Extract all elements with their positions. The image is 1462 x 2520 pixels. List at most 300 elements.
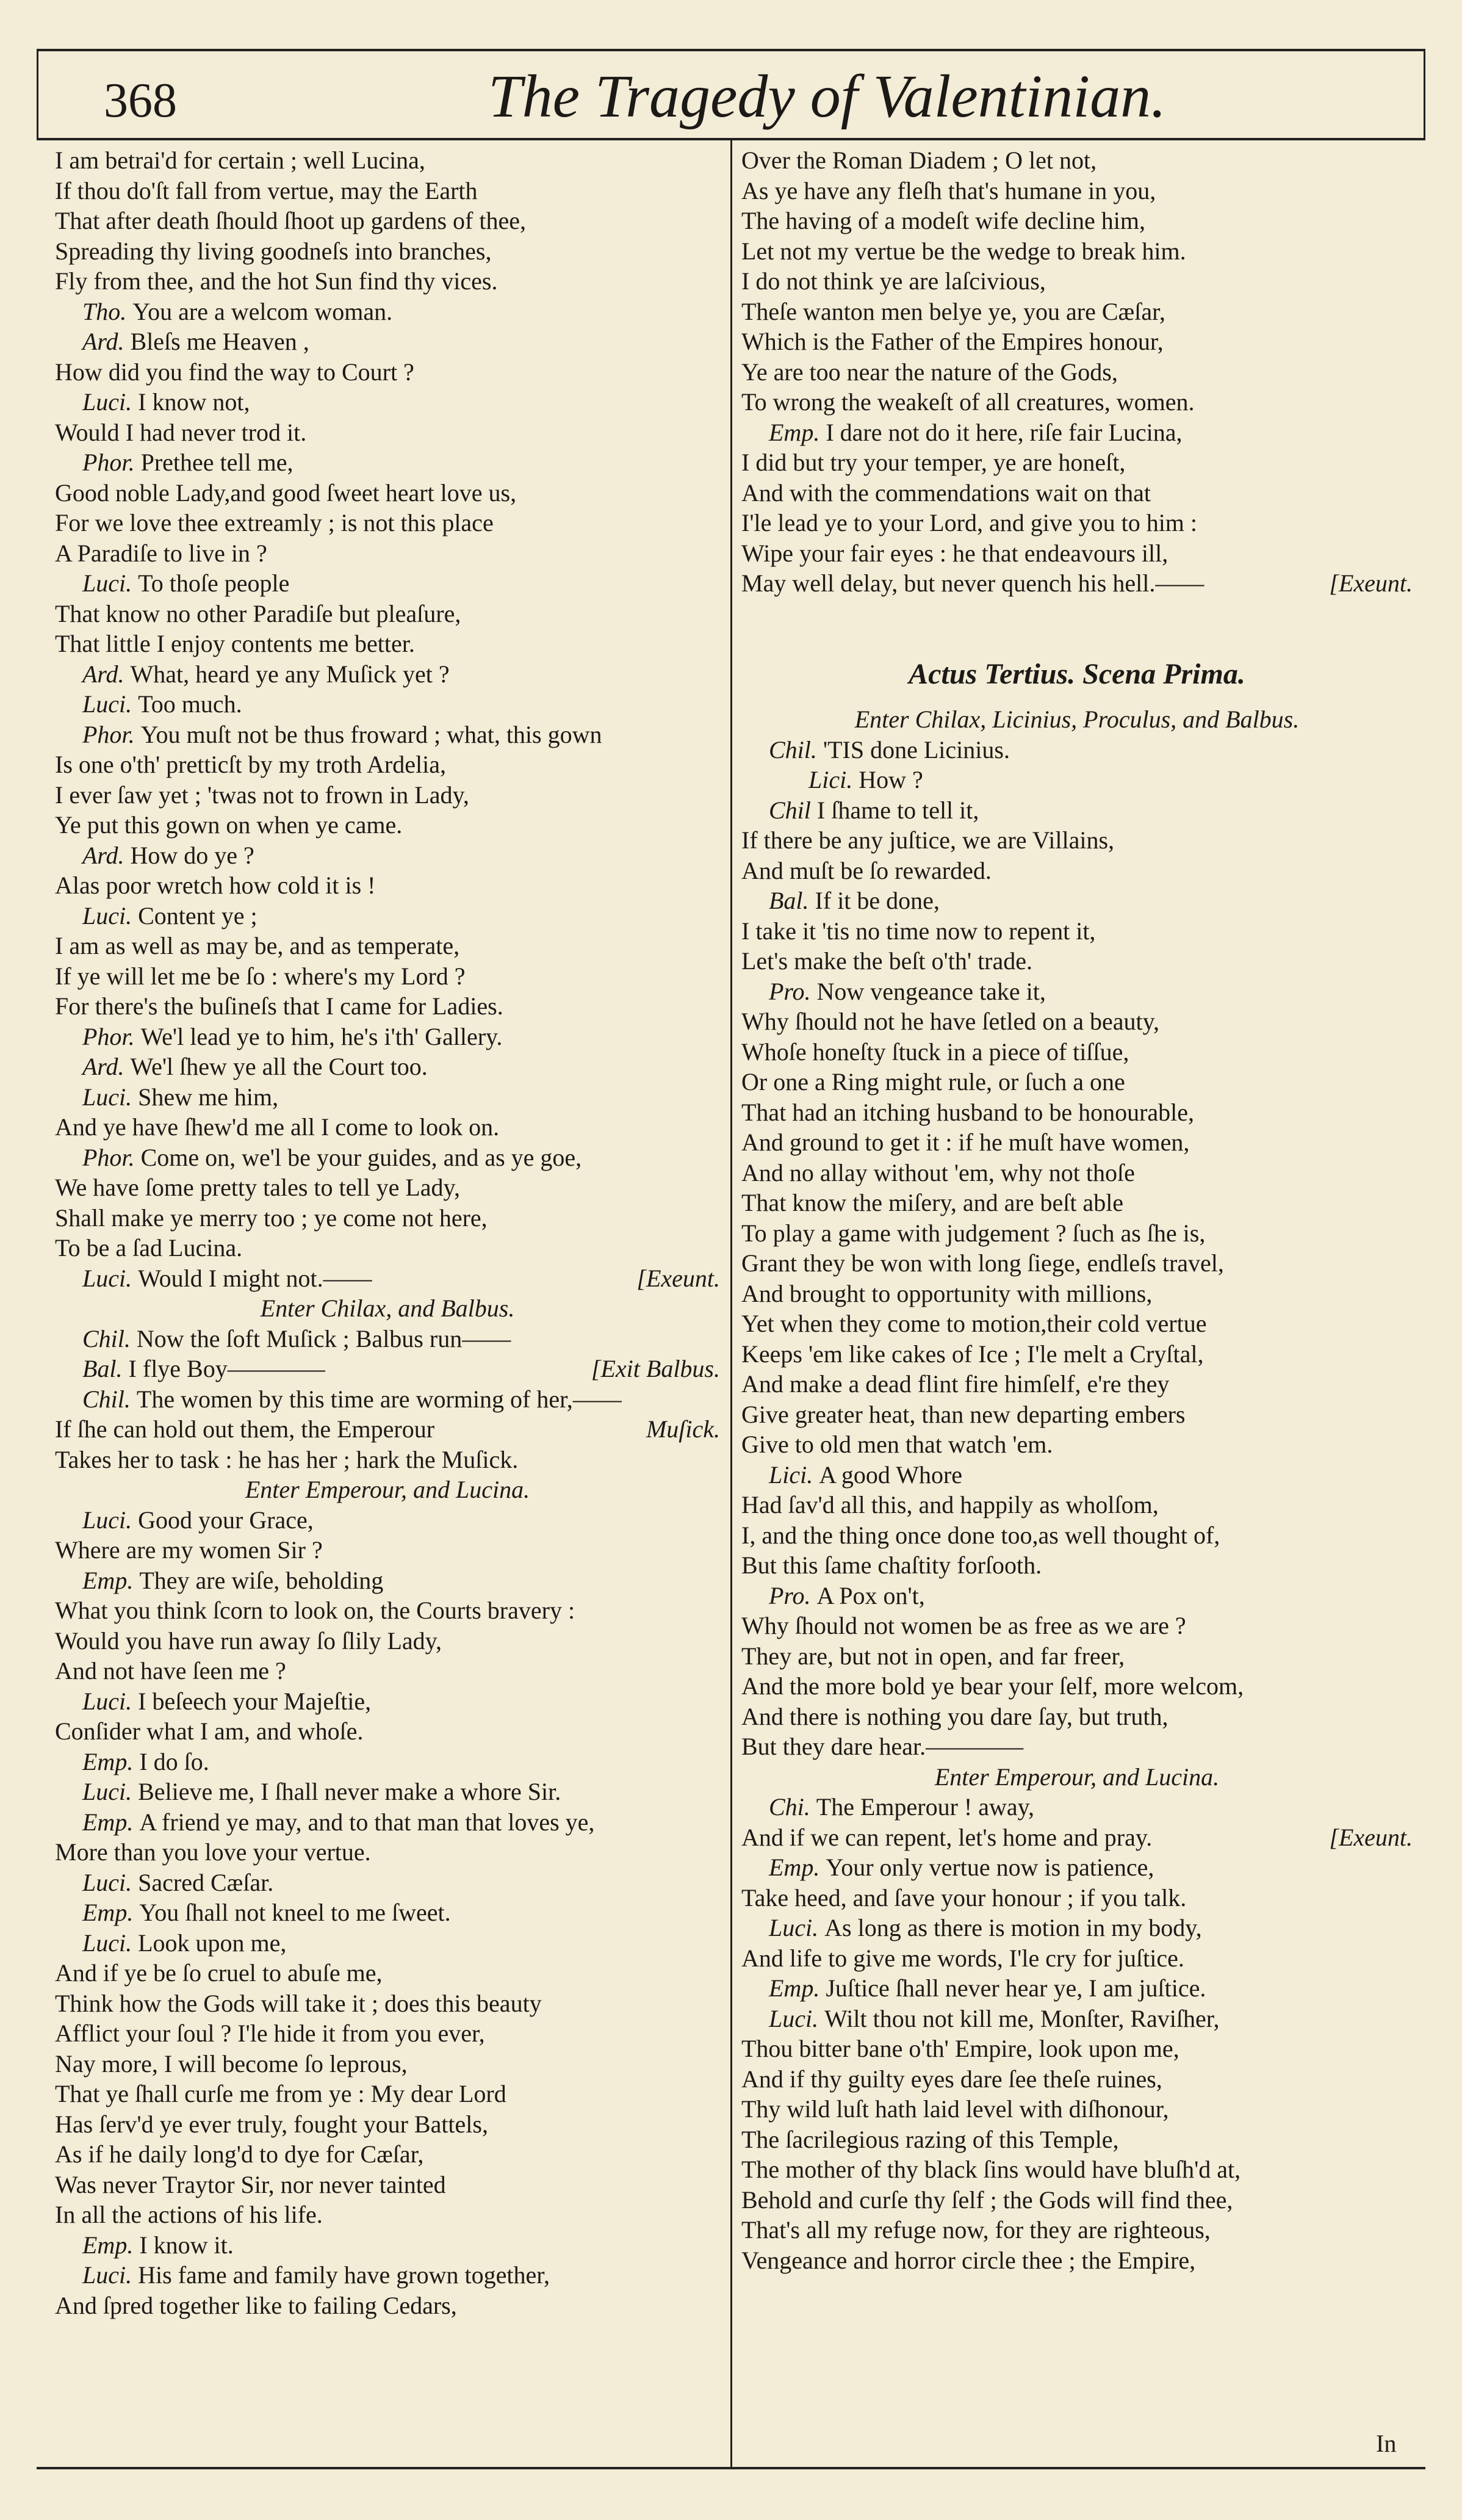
verse-line — [741, 1581, 1413, 1611]
speaker-name: Luci. — [82, 901, 139, 930]
line-text: Come on, we'l be your guides, and as ye goe, — [140, 1143, 582, 1171]
verse-line — [741, 2154, 1413, 2185]
line-text: Thy wild luſt hath laid level with diſhonour, — [741, 2095, 1169, 2123]
line-text: That's all my refuge now, for they are righteous, — [741, 2216, 1211, 2244]
header-top-rule — [37, 49, 1425, 51]
verse-line — [741, 795, 1413, 826]
exit-cue: [Exeunt. — [1329, 569, 1413, 597]
verse-line — [741, 1218, 1413, 1249]
line-text: 'TIS done Licinius. — [823, 735, 1010, 764]
verse-line — [55, 1203, 720, 1233]
verse-line — [55, 689, 720, 720]
verse-line — [55, 1928, 720, 1959]
verse-line — [55, 2018, 720, 2049]
header-left-rule — [37, 49, 38, 140]
line-text: What, heard ye any Muſick yet ? — [130, 660, 450, 688]
line-text: As if he daily long'd to dye for Cæſar, — [55, 2140, 424, 2168]
speaker-name: Ard. — [82, 841, 131, 869]
speaker-name: Emp. — [82, 2231, 140, 2259]
line-text: Believe me, I ſhall never make a whore Sir. — [138, 1778, 561, 1805]
line-text: Is one o'th' pretticſt by my troth Ardelia, — [55, 751, 446, 778]
verse-line — [55, 145, 720, 176]
line-text: Has ſerv'd ye ever truly, fought your Battels, — [55, 2110, 488, 2138]
verse-line — [741, 2094, 1413, 2125]
line-text: We'l ſhew ye all the Court too. — [130, 1053, 428, 1080]
speaker-name: Luci. — [82, 2261, 139, 2289]
verse-line — [55, 478, 720, 508]
speaker-name: Phor. — [82, 449, 141, 476]
catchword: In — [1376, 2430, 1397, 2457]
speaker-name: Luci. — [82, 388, 139, 416]
line-text: To thoſe people — [138, 569, 290, 597]
verse-line — [55, 1897, 720, 1928]
verse-line — [55, 2139, 720, 2170]
verse-line — [741, 2215, 1413, 2245]
verse-line — [741, 2064, 1413, 2095]
line-text: Wipe your fair eyes : he that endeavours ill, — [741, 539, 1169, 567]
verse-line — [741, 2245, 1413, 2276]
verse-line — [55, 1565, 720, 1596]
line-text: I am as well as may be, and as temperate, — [55, 932, 460, 959]
verse-line — [55, 720, 720, 750]
line-text: I am betrai'd for certain ; well Lucina, — [55, 146, 425, 174]
verse-line — [55, 1535, 720, 1565]
line-text: I do not think ye are laſcivious, — [741, 267, 1046, 295]
verse-line — [741, 765, 1413, 795]
line-text: Yet when they come to motion,their cold vertue — [741, 1310, 1207, 1337]
speaker-name: Luci. — [82, 1264, 139, 1292]
verse-line — [741, 886, 1413, 916]
speaker-name: Luci. — [769, 1914, 825, 1941]
verse-line — [741, 1279, 1413, 1309]
line-text: If it be done, — [815, 887, 940, 914]
line-text: Keeps 'em like cakes of Ice ; I'le melt a Cryſtal, — [741, 1340, 1204, 1368]
verse-line — [55, 176, 720, 206]
verse-line — [741, 538, 1413, 569]
verse-line — [55, 1747, 720, 1777]
verse-line — [55, 1324, 720, 1354]
verse-line — [55, 1263, 720, 1294]
verse-line — [55, 1414, 720, 1445]
verse-line — [741, 1490, 1413, 1520]
verse-line — [741, 447, 1413, 478]
line-text: The having of a modeſt wife decline him, — [741, 207, 1146, 234]
verse-line — [55, 1445, 720, 1475]
line-text: Prethee tell me, — [140, 449, 293, 476]
line-text: How did you find the way to Court ? — [55, 358, 414, 386]
line-text: Would you have run away ſo ſlily Lady, — [55, 1626, 442, 1655]
speaker-name: Phor. — [82, 720, 141, 748]
verse-line — [55, 901, 720, 931]
verse-line — [741, 1702, 1413, 1732]
line-text: Good noble Lady,and good ſweet heart love us, — [55, 478, 517, 507]
verse-line — [741, 1973, 1413, 2004]
speaker-name: Luci. — [82, 1083, 139, 1111]
line-text: Shew me him, — [138, 1083, 279, 1111]
line-text: Now the ſoft Muſick ; Balbus run—— — [136, 1324, 511, 1352]
left-column — [55, 145, 720, 2320]
line-text: I know not, — [138, 388, 250, 416]
verse-line — [55, 961, 720, 992]
verse-line — [741, 856, 1413, 886]
line-text: Let's make the beſt o'th' trade. — [741, 947, 1033, 975]
line-text: If ſhe can hold out them, the Emperour — [55, 1415, 435, 1443]
verse-line — [55, 810, 720, 840]
line-text: Thou bitter bane o'th' Empire, look upon me, — [741, 2035, 1179, 2062]
act-heading: Actus Tertius. Scena Prima. — [909, 657, 1245, 690]
verse-line — [55, 1958, 720, 1988]
line-text: I, and the thing once done too,as well thought of, — [741, 1521, 1220, 1549]
verse-line — [55, 357, 720, 388]
line-text: As long as there is motion in my body, — [824, 1914, 1202, 1941]
verse-line — [55, 2079, 720, 2109]
verse-line — [55, 1052, 720, 1082]
speaker-name: Luci. — [82, 1778, 139, 1805]
verse-line — [741, 825, 1413, 856]
verse-line — [741, 1369, 1413, 1399]
verse-line — [741, 1883, 1413, 1913]
verse-line — [741, 977, 1413, 1007]
speaker-name: Luci. — [82, 1506, 139, 1534]
verse-line — [55, 387, 720, 417]
speaker-name: Chil — [769, 796, 817, 824]
speaker-name: Luci. — [82, 1868, 139, 1896]
line-text: How do ye ? — [130, 841, 254, 869]
line-text: To play a game with judgement ? ſuch as ſhe is, — [741, 1219, 1206, 1247]
verse-line — [55, 1988, 720, 2019]
verse-line — [55, 1112, 720, 1143]
verse-line — [55, 297, 720, 327]
line-text: And ye have ſhew'd me all I come to look on. — [55, 1113, 500, 1141]
speaker-name: Chil. — [769, 735, 823, 764]
verse-line — [741, 297, 1413, 327]
speaker-name: Emp. — [769, 1854, 826, 1881]
line-text: Behold and curſe thy ſelf ; the Gods will find thee, — [741, 2186, 1233, 2214]
line-text: Takes her to task : he has her ; hark the Muſick. — [55, 1445, 519, 1473]
speaker-name: Luci. — [82, 569, 139, 597]
verse-line — [55, 2170, 720, 2200]
verse-line — [741, 916, 1413, 947]
verse-line — [55, 327, 720, 357]
speaker-name: Chi. — [769, 1793, 816, 1821]
speaker-name: Tho. — [82, 297, 133, 325]
verse-line — [55, 236, 720, 267]
speaker-name: Phor. — [82, 1022, 141, 1050]
line-text: I beſeech your Majeſtie, — [138, 1687, 372, 1715]
verse-line — [741, 2125, 1413, 2155]
line-text: A friend ye may, and to that man that loves ye, — [139, 1808, 595, 1836]
line-text: Ye put this gown on when ye came. — [55, 811, 403, 839]
line-text: Fly from thee, and the hot Sun find thy vices. — [55, 267, 498, 295]
verse-line — [741, 1188, 1413, 1218]
line-text: Had ſav'd all this, and happily as wholſom, — [741, 1491, 1159, 1518]
header-right-rule — [1424, 49, 1425, 140]
line-text: A Paradiſe to live in ? — [55, 539, 267, 567]
line-text: And there is nothing you dare ſay, but truth, — [741, 1702, 1169, 1730]
line-text: Spreading thy living goodneſs into branches, — [55, 237, 492, 265]
right-column-bottom — [741, 704, 1413, 2275]
line-text: Theſe wanton men belye ye, you are Cæſar, — [741, 297, 1165, 325]
verse-line — [55, 2230, 720, 2261]
line-text: Would I had never trod it. — [55, 418, 307, 446]
line-text: More than you love your vertue. — [55, 1838, 371, 1866]
verse-line — [741, 417, 1413, 448]
line-text: I dare not do it here, riſe fair Lucina, — [826, 418, 1183, 446]
line-text: Or one a Ring might rule, or ſuch a one — [741, 1068, 1125, 1096]
line-text: Would I might not.—— — [138, 1264, 372, 1292]
verse-line — [55, 1384, 720, 1415]
speaker-name: Emp. — [769, 418, 826, 446]
line-text: And if ye be ſo cruel to abuſe me, — [55, 1959, 383, 1987]
exit-cue: Muſick. — [646, 1415, 720, 1443]
verse-line — [741, 735, 1413, 765]
line-text: And if we can repent, let's home and pray. — [741, 1823, 1153, 1851]
verse-line — [55, 1505, 720, 1536]
line-text: And make a dead flint fire himſelf, e're they — [741, 1370, 1170, 1398]
speaker-name: Luci. — [82, 1929, 139, 1957]
verse-line — [55, 447, 720, 478]
line-text: And brought to opportunity with millions, — [741, 1279, 1153, 1307]
speaker-name: Lici. — [769, 1460, 819, 1489]
line-text: Give to old men that watch 'em. — [741, 1431, 1053, 1458]
line-text: The ſacrilegious razing of this Temple, — [741, 2125, 1119, 2153]
verse-line — [741, 2034, 1413, 2064]
line-text: Over the Roman Diadem ; O let not, — [741, 146, 1097, 174]
line-text: That know the miſery, and are beſt able — [741, 1189, 1124, 1216]
line-text: And the more bold ye bear your ſelf, more welcom, — [741, 1672, 1244, 1700]
line-text: I know it. — [139, 2231, 234, 2259]
speaker-name: Emp. — [82, 1747, 140, 1775]
line-text: Take heed, and ſave your honour ; if you talk. — [741, 1883, 1187, 1912]
verse-line — [741, 1520, 1413, 1551]
verse-line — [55, 1868, 720, 1898]
verse-line — [55, 1143, 720, 1173]
line-text: Juſtice ſhall never hear ye, I am juſtice. — [826, 1974, 1206, 2002]
verse-line — [741, 1731, 1413, 1762]
line-text: Too much. — [138, 690, 242, 718]
line-text: Ye are too near the nature of the Gods, — [741, 358, 1118, 386]
verse-line — [55, 991, 720, 1022]
verse-line — [55, 568, 720, 599]
line-text: The women by this time are worming of her,—— — [136, 1385, 622, 1413]
verse-line — [55, 417, 720, 448]
line-text: Why ſhould not women be as free as we are ? — [741, 1612, 1186, 1639]
verse-line — [741, 1248, 1413, 1279]
verse-line — [741, 1822, 1413, 1853]
verse-line — [741, 236, 1413, 267]
verse-line — [55, 1777, 720, 1807]
speaker-name: Luci. — [82, 1687, 139, 1715]
line-text: That ye ſhall curſe me from ye : My dear Lord — [55, 2080, 506, 2107]
verse-line — [55, 1686, 720, 1717]
line-text: That after death ſhould ſhoot up gardens of thee, — [55, 207, 526, 234]
verse-line — [741, 387, 1413, 417]
verse-line — [55, 1354, 720, 1384]
line-text: Where are my women Sir ? — [55, 1536, 323, 1564]
speaker-name: Ard. — [82, 328, 131, 355]
line-text: Your only vertue now is patience, — [826, 1854, 1154, 1881]
verse-line — [741, 1067, 1413, 1097]
verse-line — [55, 206, 720, 236]
verse-line — [55, 1233, 720, 1263]
line-text: Wilt thou not kill me, Monſter, Raviſher, — [824, 2004, 1220, 2032]
speaker-name: Chil. — [82, 1385, 137, 1413]
verse-line — [741, 1852, 1413, 1883]
line-text: Give greater heat, than new departing embers — [741, 1400, 1186, 1428]
speaker-name: Pro. — [769, 977, 817, 1005]
line-text: And if thy guilty eyes dare ſee theſe ruines, — [741, 2065, 1162, 2093]
line-text: Was never Traytor Sir, nor never tainted — [55, 2170, 446, 2198]
line-text: How ? — [859, 766, 923, 793]
verse-line — [55, 840, 720, 871]
line-text: They are wiſe, beholding — [139, 1566, 384, 1594]
stage-direction: Enter Chilax, Licinius, Proculus, and Balbus. — [854, 706, 1300, 733]
speaker-name: Pro. — [769, 1581, 817, 1609]
verse-line — [741, 1792, 1413, 1822]
line-text: Whoſe honeſty ſtuck in a piece of tiſſue, — [741, 1038, 1129, 1066]
line-text: A good Whore — [819, 1460, 963, 1489]
verse-line — [55, 1626, 720, 1656]
speaker-name: Chil. — [82, 1324, 137, 1352]
stage-direction: Enter Emperour, and Lucina. — [934, 1763, 1220, 1791]
verse-line — [55, 1716, 720, 1747]
verse-line — [55, 931, 720, 961]
verse-line — [741, 1127, 1413, 1158]
line-text: I flye Boy———— — [128, 1355, 325, 1382]
verse-line — [741, 1309, 1413, 1339]
verse-line — [741, 568, 1413, 599]
line-text: And muſt be ſo rewarded. — [741, 856, 992, 884]
verse-line — [741, 266, 1413, 297]
verse-line — [741, 1550, 1413, 1581]
speaker-name: Bal. — [769, 887, 815, 914]
line-text: His fame and family have grown together, — [138, 2261, 550, 2289]
speaker-name: Emp. — [82, 1808, 140, 1836]
verse-line — [55, 266, 720, 297]
verse-line — [55, 1807, 720, 1838]
line-text: Sacred Cæſar. — [138, 1868, 274, 1896]
line-text: That little I enjoy contents me better. — [55, 630, 415, 657]
verse-line — [741, 1399, 1413, 1430]
line-text: And ground to get it : if he muſt have women, — [741, 1128, 1190, 1156]
verse-line — [55, 1837, 720, 1868]
stage-direction: Enter Emperour, and Lucina. — [245, 1476, 530, 1503]
line-text: You muſt not be thus froward ; what, this gown — [140, 720, 602, 748]
line-text: For there's the buſineſs that I came for Ladies. — [55, 992, 503, 1020]
verse-line — [55, 780, 720, 811]
verse-line — [55, 2200, 720, 2230]
verse-line — [741, 1611, 1413, 1641]
line-text: We have ſome pretty tales to tell ye Lady, — [55, 1174, 460, 1201]
verse-line — [741, 357, 1413, 388]
verse-line — [741, 1097, 1413, 1128]
line-text: I take it 'tis no time now to repent it, — [741, 917, 1096, 945]
verse-line — [55, 659, 720, 690]
speaker-name: Bal. — [82, 1355, 129, 1382]
line-text: In all the actions of his life. — [55, 2201, 323, 2228]
line-text: But this ſame chaſtity forſooth. — [741, 1551, 1042, 1579]
line-text: And not have ſeen me ? — [55, 1657, 286, 1684]
verse-line — [741, 1006, 1413, 1037]
verse-line — [741, 145, 1413, 176]
verse-line — [55, 508, 720, 538]
line-text: Conſider what I am, and whoſe. — [55, 1717, 364, 1745]
line-text: Shall make ye merry too ; ye come not here, — [55, 1204, 488, 1232]
exit-cue: [Exit Balbus. — [591, 1355, 720, 1382]
verse-line — [55, 2291, 720, 2321]
line-text: And no allay without 'em, why not thoſe — [741, 1158, 1135, 1186]
verse-line — [741, 206, 1413, 236]
line-text: I did but try your temper, ye are honeſt, — [741, 449, 1126, 476]
page-number: 368 — [104, 74, 177, 128]
verse-line — [55, 1082, 720, 1113]
line-text: If there be any juſtice, we are Villains, — [741, 826, 1115, 854]
verse-line — [55, 1022, 720, 1052]
stage-direction: Enter Chilax, and Balbus. — [260, 1294, 515, 1322]
line-text: May well delay, but never quench his hell.—— — [741, 569, 1205, 597]
verse-line — [55, 629, 720, 659]
line-text: If ye will let me be ſo : where's my Lord ? — [55, 962, 466, 990]
line-text: That know no other Paradiſe but pleaſure, — [55, 599, 461, 627]
verse-line — [55, 749, 720, 780]
speaker-name: Lici. — [808, 766, 859, 793]
speaker-name: Emp. — [82, 1566, 140, 1594]
line-text: The Emperour ! away, — [816, 1793, 1035, 1821]
line-text: I ever ſaw yet ; 'twas not to frown in Lady, — [55, 781, 469, 809]
line-text: Look upon me, — [138, 1929, 287, 1957]
exit-cue: [Exeunt. — [636, 1264, 720, 1292]
verse-line — [55, 2109, 720, 2140]
line-text: What you think ſcorn to look on, the Courts bravery : — [55, 1597, 575, 1624]
speaker-name: Ard. — [82, 1053, 131, 1080]
line-text: Good your Grace, — [138, 1506, 314, 1534]
right-column — [741, 145, 1413, 2275]
line-text: Vengeance and horror circle thee ; the Empire, — [741, 2246, 1196, 2274]
line-text: Alas poor wretch how cold it is ! — [55, 872, 376, 899]
line-text: We'l lead ye to him, he's i'th' Gallery. — [140, 1022, 503, 1050]
line-text: As ye have any fleſh that's humane in you, — [741, 176, 1156, 204]
verse-line — [55, 870, 720, 901]
verse-line — [741, 1671, 1413, 1702]
footer-rule — [37, 2467, 1425, 2469]
verse-line — [741, 478, 1413, 508]
speaker-name: Luci. — [82, 690, 139, 718]
verse-line — [741, 1913, 1413, 1943]
verse-line — [55, 2049, 720, 2079]
line-text: Which is the Father of the Empires honour, — [741, 328, 1164, 355]
verse-line — [741, 1460, 1413, 1490]
speaker-name: Ard. — [82, 660, 131, 688]
verse-line — [741, 327, 1413, 357]
verse-line — [741, 2004, 1413, 2034]
verse-line — [741, 508, 1413, 538]
line-text: Let not my vertue be the wedge to break him. — [741, 237, 1186, 265]
verse-line — [741, 2185, 1413, 2215]
line-text: For we love thee extreamly ; is not this place — [55, 509, 494, 536]
line-text: Think how the Gods will take it ; does this beauty — [55, 1989, 542, 2017]
verse-line — [55, 599, 720, 629]
line-text: Bleſs me Heaven , — [130, 328, 309, 355]
line-text: A Pox on't, — [816, 1581, 925, 1609]
line-text: To be a ſad Lucina. — [55, 1234, 243, 1262]
running-title: The Tragedy of Valentinian. — [488, 62, 1167, 130]
verse-line — [741, 1641, 1413, 1672]
line-text: To wrong the weakeſt of all creatures, women. — [741, 388, 1195, 416]
line-text: Afflict your ſoul ? I'le hide it from you ever, — [55, 2020, 485, 2047]
line-text: Content ye ; — [138, 901, 257, 930]
column-divider — [730, 138, 732, 2468]
line-text: You ſhall not kneel to me ſweet. — [139, 1899, 451, 1926]
